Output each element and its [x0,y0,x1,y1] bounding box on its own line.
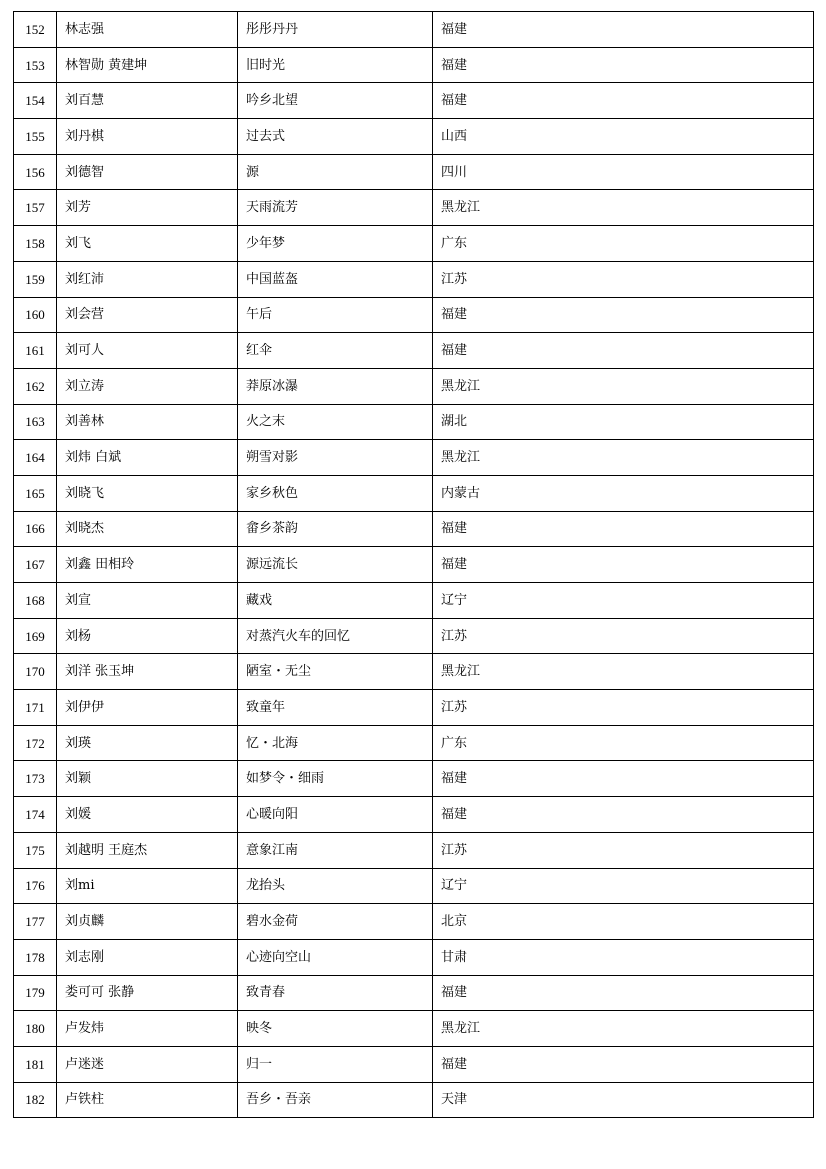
table-row [14,119,814,155]
entry-number-cell: 169 [14,618,57,654]
region-cell: 广东 [433,226,814,262]
table-row [14,725,814,761]
region-cell: 黑龙江 [433,440,814,476]
table-row [14,261,814,297]
author-cell: 卢铁柱 [57,1082,238,1118]
table-row [14,583,814,619]
region-cell: 天津 [433,1082,814,1118]
region-cell: 江苏 [433,832,814,868]
entry-number-cell: 157 [14,190,57,226]
work-title-cell: 畲乡茶韵 [238,511,433,547]
work-title-cell: 碧水金荷 [238,904,433,940]
entry-number-cell: 153 [14,47,57,83]
table-row [14,690,814,726]
entry-number-cell: 166 [14,511,57,547]
entries-table [13,11,814,1118]
table-row [14,190,814,226]
author-cell: 刘洋 张玉坤 [57,654,238,690]
region-cell: 内蒙古 [433,475,814,511]
entry-number-cell: 173 [14,761,57,797]
region-cell: 福建 [433,761,814,797]
work-title-cell: 对蒸汽火车的回忆 [238,618,433,654]
region-cell: 福建 [433,547,814,583]
table-row [14,797,814,833]
work-title-cell: 归一 [238,1046,433,1082]
work-title-cell: 家乡秋色 [238,475,433,511]
region-cell: 黑龙江 [433,368,814,404]
entry-number-cell: 165 [14,475,57,511]
entry-number-cell: 158 [14,226,57,262]
region-cell: 辽宁 [433,583,814,619]
entry-number-cell: 156 [14,154,57,190]
work-title-cell: 午后 [238,297,433,333]
work-title-cell: 心暖向阳 [238,797,433,833]
work-title-cell: 过去式 [238,119,433,155]
entry-number-cell: 174 [14,797,57,833]
author-cell: 刘红沛 [57,261,238,297]
entry-number-cell: 159 [14,261,57,297]
entry-number-cell: 170 [14,654,57,690]
entry-number-cell: 172 [14,725,57,761]
table-row [14,333,814,369]
table-row [14,226,814,262]
work-title-cell: 映冬 [238,1011,433,1047]
author-cell: 刘会营 [57,297,238,333]
table-row [14,975,814,1011]
work-title-cell: 火之末 [238,404,433,440]
author-cell: 娄可可 张静 [57,975,238,1011]
region-cell: 福建 [433,797,814,833]
entries-table-body [14,12,814,1118]
work-title-cell: 莽原冰瀑 [238,368,433,404]
region-cell: 江苏 [433,618,814,654]
work-title-cell: 少年梦 [238,226,433,262]
author-cell: 卢迷迷 [57,1046,238,1082]
table-row [14,47,814,83]
entry-number-cell: 162 [14,368,57,404]
author-cell: 刘百慧 [57,83,238,119]
work-title-cell: 龙抬头 [238,868,433,904]
entry-number-cell: 181 [14,1046,57,1082]
region-cell: 江苏 [433,690,814,726]
author-cell: 林智勋 黄建坤 [57,47,238,83]
work-title-cell: 吟乡北望 [238,83,433,119]
table-row [14,297,814,333]
work-title-cell: 致青春 [238,975,433,1011]
work-title-cell: 致童年 [238,690,433,726]
author-cell: 刘炜 白斌 [57,440,238,476]
region-cell: 山西 [433,119,814,155]
region-cell: 福建 [433,297,814,333]
table-row [14,154,814,190]
region-cell: 北京 [433,904,814,940]
work-title-cell: 朔雪对影 [238,440,433,476]
author-cell: 刘越明 王庭杰 [57,832,238,868]
entry-number-cell: 167 [14,547,57,583]
region-cell: 黑龙江 [433,654,814,690]
region-cell: 甘肃 [433,939,814,975]
author-cell: 刘丹棋 [57,119,238,155]
author-cell: 刘晓飞 [57,475,238,511]
table-row [14,404,814,440]
author-cell: 刘瑛 [57,725,238,761]
region-cell: 黑龙江 [433,1011,814,1047]
table-row [14,12,814,48]
table-row [14,368,814,404]
entry-number-cell: 160 [14,297,57,333]
table-row [14,475,814,511]
author-cell: 刘宣 [57,583,238,619]
work-title-cell: 忆・北海 [238,725,433,761]
region-cell: 广东 [433,725,814,761]
author-cell: 刘可人 [57,333,238,369]
author-cell: 刘晓杰 [57,511,238,547]
entry-number-cell: 182 [14,1082,57,1118]
region-cell: 辽宁 [433,868,814,904]
author-cell: 刘立涛 [57,368,238,404]
table-row [14,1011,814,1047]
work-title-cell: 源 [238,154,433,190]
author-cell: 刘颖 [57,761,238,797]
table-row [14,618,814,654]
table-row [14,1046,814,1082]
table-row [14,83,814,119]
entry-number-cell: 164 [14,440,57,476]
table-row [14,547,814,583]
entry-number-cell: 177 [14,904,57,940]
region-cell: 福建 [433,511,814,547]
entry-number-cell: 179 [14,975,57,1011]
entry-number-cell: 154 [14,83,57,119]
entry-number-cell: 176 [14,868,57,904]
region-cell: 福建 [433,83,814,119]
author-cell: 林志强 [57,12,238,48]
region-cell: 福建 [433,333,814,369]
author-cell: 刘德智 [57,154,238,190]
work-title-cell: 红伞 [238,333,433,369]
work-title-cell: 彤彤丹丹 [238,12,433,48]
author-cell: 卢发炜 [57,1011,238,1047]
table-row [14,868,814,904]
work-title-cell: 源远流长 [238,547,433,583]
table-row [14,440,814,476]
region-cell: 黑龙江 [433,190,814,226]
author-cell: 刘善林 [57,404,238,440]
table-row [14,939,814,975]
entry-number-cell: 178 [14,939,57,975]
work-title-cell: 吾乡・吾亲 [238,1082,433,1118]
author-cell: 刘贞麟 [57,904,238,940]
author-cell: 刘芳 [57,190,238,226]
entry-number-cell: 175 [14,832,57,868]
table-row [14,654,814,690]
work-title-cell: 意象江南 [238,832,433,868]
work-title-cell: 陋室・无尘 [238,654,433,690]
work-title-cell: 如梦令・细雨 [238,761,433,797]
author-cell: 刘飞 [57,226,238,262]
table-row [14,1082,814,1118]
table-row [14,761,814,797]
author-cell: 刘伊伊 [57,690,238,726]
entry-number-cell: 161 [14,333,57,369]
region-cell: 福建 [433,12,814,48]
entry-number-cell: 163 [14,404,57,440]
region-cell: 江苏 [433,261,814,297]
table-row [14,832,814,868]
entry-number-cell: 168 [14,583,57,619]
entry-number-cell: 180 [14,1011,57,1047]
work-title-cell: 心迹向空山 [238,939,433,975]
work-title-cell: 藏戏 [238,583,433,619]
entry-number-cell: 155 [14,119,57,155]
author-cell: 刘志刚 [57,939,238,975]
entry-number-cell: 171 [14,690,57,726]
region-cell: 福建 [433,1046,814,1082]
entry-number-cell: 152 [14,12,57,48]
table-row [14,904,814,940]
region-cell: 湖北 [433,404,814,440]
author-cell: 刘杨 [57,618,238,654]
author-cell: 刘mi [57,868,238,904]
author-cell: 刘媛 [57,797,238,833]
author-cell: 刘鑫 田相玲 [57,547,238,583]
work-title-cell: 旧时光 [238,47,433,83]
region-cell: 福建 [433,47,814,83]
region-cell: 四川 [433,154,814,190]
work-title-cell: 中国蓝盔 [238,261,433,297]
table-row [14,511,814,547]
region-cell: 福建 [433,975,814,1011]
work-title-cell: 天雨流芳 [238,190,433,226]
